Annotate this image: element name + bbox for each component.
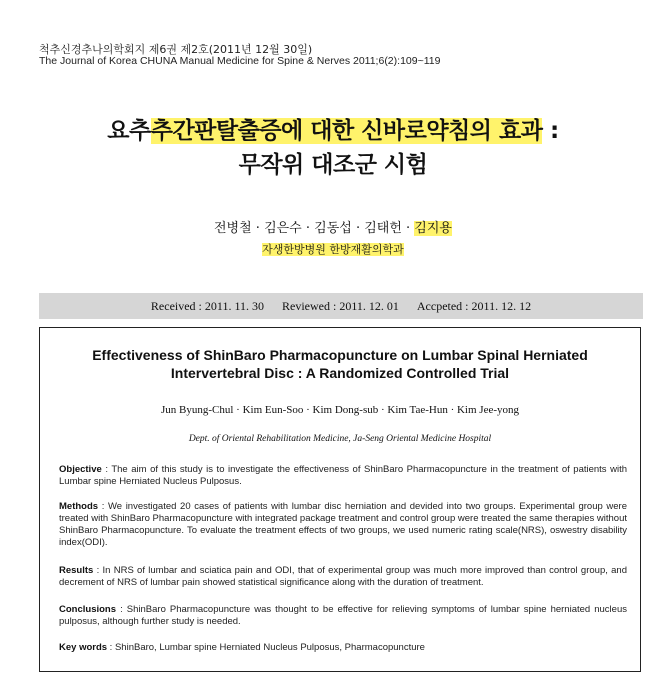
journal-info-korean: 척추신경추나의학회지 제6권 제2호(2011년 12월 30일) [39,43,313,56]
received-date: Received : 2011. 11. 30 [150,298,264,313]
title-line-1 [0,114,666,148]
submission-dates-bar [39,293,643,319]
objective-label: Objective [59,464,102,475]
abstract-results [59,565,627,589]
title-line-2: 무작위 대조군 시험 [238,152,428,178]
conclusions-label: Conclusions [59,604,117,615]
affiliation-korean [0,241,666,257]
results-label: Results [59,565,94,576]
paper-title-english [40,346,640,382]
reviewed-date: Reviewed : 2011. 12. 01 [282,298,399,313]
abstract-objective [59,464,627,488]
conclusions-text: : ShinBaro Pharmacopuncture was thought to be effective for relieving symptoms of lumbar spine herniated nucleus pulposus, although further study is needed. [59,604,627,627]
affiliation-korean-text: 자생한방병원 한방재활의학과 [262,243,404,256]
objective-text: : The aim of this study is to investigate the effectiveness of ShinBaro Pharmacopuncture in the treatment of patients with Lumbar spine Herniated Nucleus Pulposus. [59,464,627,487]
title-prefix: 요추 [107,118,151,144]
authors-korean-highlighted: 김지용 [414,221,452,236]
authors-korean-plain: 전병철 · 김은수 · 김동섭 · 김태헌 · [214,221,415,236]
abstract-conclusions [59,604,627,628]
title-highlighted-text: 추간판탈출증에 대한 신바로약침의 효과 [150,118,543,144]
authors-english: Jun Byung-Chul · Kim Eun-Soo · Kim Dong-sub · Kim Tae-Hun · Kim Jee-yong [160,404,520,416]
abstract-keywords [59,642,627,654]
english-abstract-box [39,327,641,672]
abstract-methods [59,501,627,549]
english-title-line-2: Intervertebral Disc : A Randomized Controlled Trial [170,365,510,381]
title-colon: : [542,118,559,144]
affiliation-english: Dept. of Oriental Rehabilitation Medicine, Ja-Seng Oriental Medicine Hospital [188,434,492,444]
keywords-label: Key words [59,642,108,653]
paper-title-korean [0,114,666,182]
authors-korean [0,217,666,236]
english-title-line-1: Effectiveness of ShinBaro Pharmacopuncture on Lumbar Spinal Herniated [92,347,588,363]
results-text: : In NRS of lumbar and sciatica pain and ODI, that of experimental group was much more improved than control group, and decrement of NRS of lumbar pain showed statistical significance along with the duration of treatment. [59,565,627,588]
methods-label: Methods [59,501,99,512]
accepted-date: Accpeted : 2011. 12. 12 [416,298,532,313]
methods-text: : We investigated 20 cases of patients with lumbar disc herniation and devided into two groups. Experimental group were treated with ShinBaro Pharmacopuncture with integrated package treatment and control group were treated the same therapies without ShinBaro Pharmacopuncture. To evaluate the treatment effects of two groups, we used numeric rating scale(NRS), oswestry disability index(ODI). [59,501,627,548]
keywords-text: : ShinBaro, Lumbar spine Herniated Nucleus Pulposus, Pharmacopuncture [107,642,425,653]
journal-info-english: The Journal of Korea CHUNA Manual Medicine for Spine & Nerves 2011;6(2):109~119 [39,55,441,67]
